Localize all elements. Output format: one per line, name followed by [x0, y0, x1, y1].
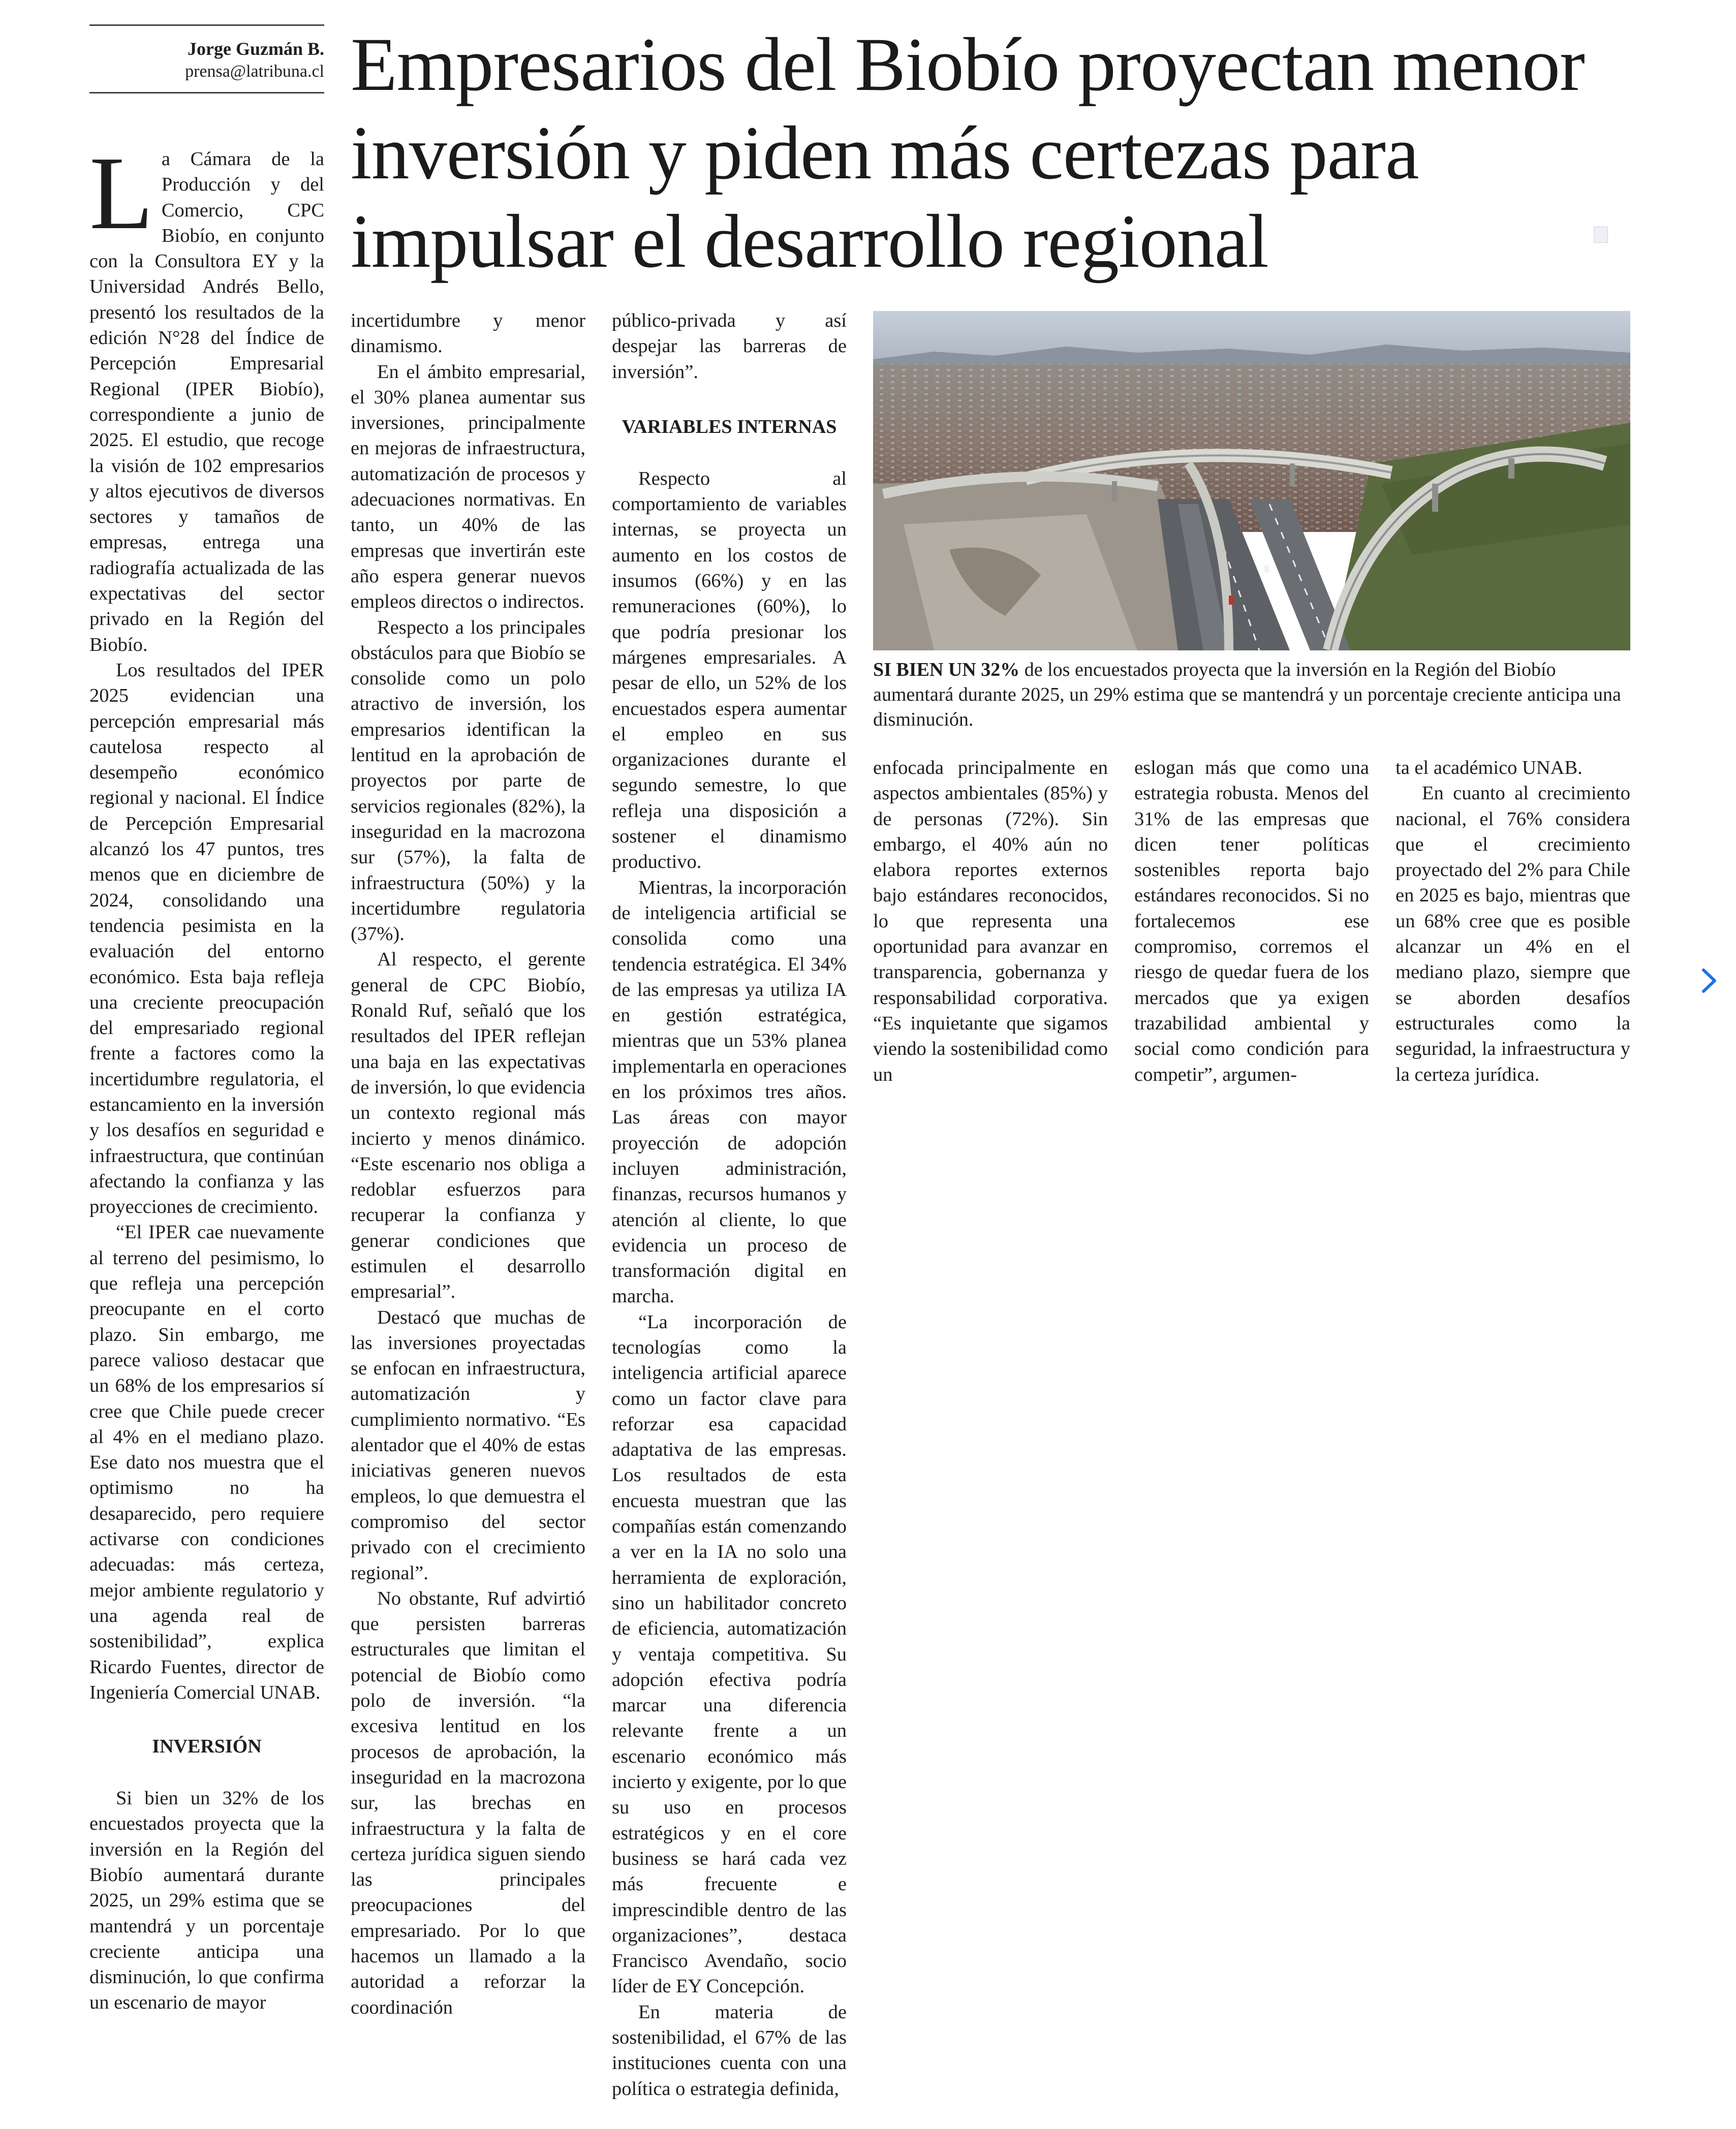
section-heading-variables: VARIABLES INTERNAS — [622, 416, 837, 437]
article-column-4 — [873, 755, 1108, 1087]
headline: Empresarios del Biobío proyectan menor inversión y piden más certezas para impulsar el desarrollo regional — [351, 22, 1585, 284]
article-paragraph: Respecto al comportamiento de variables internas, se proyecta un aumento en los costos de insumos (66%) y en las remuneraciones (60%), lo que podría presionar los márgenes empresariales. A pesar de ello, un 52% de los encuestados espera aumentar el empleo en sus organizaciones durante el segundo semestre, lo que refleja una disposición a sostener el dinamismo productivo. — [612, 467, 847, 873]
section-heading-inversion: INVERSIÓN — [152, 1736, 262, 1758]
caption-text: de los encuestados proyecta que la inversión en la Región del Biobío aumentará durante 2025, un 29% estima que se mantendrá y un porcentaje creciente anticipa una disminución. — [873, 659, 1621, 730]
article-paragraph: Si bien un 32% de los encuestados proyecta que la inversión en la Región del Biobío aumentará durante 2025, un 29% estima que se mantendrá y un porcentaje creciente anticipa una disminución, lo que confirma un escenario de mayor — [89, 1788, 324, 2014]
photo-caption — [873, 658, 1630, 732]
article-paragraph: Destacó que muchas de las inversiones proyectadas se enfocan en infraestructura, automatización y cumplimiento normativo. “Es alentador que el 40% de estas iniciativas generen nuevos empleos, lo que demuestra el compromiso del sector privado con el crecimiento regional”. — [351, 1306, 585, 1584]
article-paragraph: incertidumbre y menor dinamismo. — [351, 310, 585, 357]
article-paragraph: enfocada principalmente en aspectos ambientales (85%) y de personas (72%). Sin embargo, el 40% aún no elabora reportes externos bajo estándares reconocidos, lo que representa una oportunidad para avanzar en transparencia, gobernanza y responsabilidad corporativa. “Es inquietante que sigamos viendo la sostenibilidad como un — [873, 757, 1108, 1085]
article-paragraph: ta el académico UNAB. — [1396, 757, 1583, 778]
article-paragraph: En el ámbito empresarial, el 30% planea aumentar sus inversiones, principalmente en mejoras de infraestructura, automatización de procesos y adecuaciones normativas. En tanto, un 40% de las empresas que invertirán este año espera generar nuevos empleos directos o indirectos. — [351, 361, 585, 613]
byline — [89, 24, 324, 93]
article-paragraph: En materia de sostenibilidad, el 67% de las instituciones cuenta con una política o estrategia definida, — [612, 2001, 847, 2100]
article-paragraph: a Cámara de la Producción y del Comercio, CPC Biobío, en conjunto con la Consultora EY y la Universidad Andrés Bello, presentó los resultados de la edición N°28 del Índice de Percepción Empresarial Regional (IPER Biobío), correspondiente a junio de 2025. El estudio, que recoge la visión de 102 empresarios y altos ejecutivos de diversos sectores y tamaños de empresas, entrega una radiografía actualizada de las expectativas del sector privado en la Región del Biobío. — [89, 148, 324, 655]
article-paragraph: Los resultados del IPER 2025 evidencian una percepción empresarial más cautelosa respecto al desempeño económico regional y nacional. El Índice de Percepción Empresarial alcanzó los 47 puntos, tres menos que en diciembre de 2024, consolidando una tendencia pesimista en la evaluación del entorno económico. Esta baja refleja una creciente preocupación del empresariado regional frente a factores como la incertidumbre regulatoria, el estancamiento en la inversión y los desafíos en seguridad e infraestructura, que continúan afectando la confianza y las proyecciones de crecimiento. — [89, 659, 324, 1218]
article-paragraph: Respecto a los principales obstáculos para que Biobío se consolide como un polo atractivo de inversión, los empresarios identifican la lentitud en la aprobación de proyectos por parte de servicios regionales (82%), la inseguridad en la macrozona sur (57%), la falta de infraestructura (50%) y la incertidumbre regulatoria (37%). — [351, 616, 585, 945]
article-paragraph: “La incorporación de tecnologías como la inteligencia artificial aparece como un factor clave para reforzar esa capacidad adaptativa de las empresas. Los resultados de esta encuesta muestran que las compañías están comenzando a ver en la IA no solo una herramienta de exploración, sino un habilitador concreto de eficiencia, automatización y ventaja competitiva. Su adopción efectiva podría marcar una diferencia relevante frente a un escenario económico más incierto y exigente, por lo que su uso en procesos estratégicos y en el core business se hará cada vez más frecuente e imprescindible dentro de las organizaciones”, destaca Francisco Avendaño, socio líder de EY Concepción. — [612, 1311, 847, 1997]
article-paragraph: En cuanto al crecimiento nacional, el 76% considera que el crecimiento proyectado del 2% para Chile en 2025 es bajo, mientras que un 68% cree que es posible alcanzar un 4% en el mediano plazo, siempre que se aborden desafíos estructurales como la seguridad, la infraestructura y la certeza jurídica. — [1396, 782, 1630, 1085]
article-paragraph: Mientras, la incorporación de inteligencia artificial se consolida como una tendencia estratégica. El 34% de las empresas ya utiliza IA en gestión estratégica, mientras que un 53% planea implementarla en operaciones en los próximos tres años. Las áreas con mayor proyección de adopción incluyen administración, finanzas, recursos humanos y atención al cliente, lo que evidencia un proceso de transformación digital en marcha. — [612, 876, 847, 1307]
article-paragraph: No obstante, Ruf advirtió que persisten barreras estructurales que limitan el potencial de Biobío como polo de inversión. “la excesiva lentitud en los procesos de aprobación, la inseguridad en la macrozona sur, las brechas en infraestructura y la falta de certeza jurídica siguen siendo las principales preocupaciones del empresariado. Por lo que hacemos un llamado a la autoridad a reforzar la coordinación — [351, 1587, 585, 2018]
article-column-6 — [1396, 755, 1630, 1087]
chevron-right-icon[interactable] — [1697, 963, 1721, 998]
article-paragraph: eslogan más que como una estrategia robusta. Menos del 31% de las empresas que dicen tener políticas sostenibles reporta bajo estándares reconocidos. Si no fortalecemos ese compromiso, corremos el riesgo de quedar fuera de los mercados que ya exigen trazabilidad ambiental y social como condición para competir”, argumen- — [1134, 757, 1369, 1085]
article-column-5 — [1134, 755, 1369, 1087]
caption-lead: SI BIEN UN 32% — [873, 659, 1020, 680]
drop-cap: L — [89, 135, 153, 251]
article-column-2 — [351, 308, 585, 2020]
author-email: prensa@latribuna.cl — [185, 62, 324, 81]
article-paragraph: “El IPER cae nuevamente al terreno del pesimismo, lo que refleja una percepción preocupante en el corto plazo. Sin embargo, me parece valioso destacar que un 68% de los empresarios sí cree que Chile puede crecer al 4% en el mediano plazo. Ese dato nos muestra que el optimismo no ha desaparecido, pero requiere activarse con condiciones adecuadas: más certeza, mejor ambiente regulatorio y una agenda real de sostenibilidad”, explica Ricardo Fuentes, director de Ingeniería Comercial UNAB. — [89, 1222, 324, 1703]
article-column-3 — [612, 308, 847, 2102]
headline-badge — [1594, 227, 1608, 243]
author-name: Jorge Guzmán B. — [188, 39, 324, 59]
aerial-highway-interchange-photo — [873, 311, 1630, 650]
article-paragraph: Al respecto, el gerente general de CPC Biobío, Ronald Ruf, señaló que los resultados del IPER reflejan una baja en las expectativas de inversión, lo que evidencia un contexto regional más incierto y menos dinámico. “Este escenario nos obliga a redoblar esfuerzos para recuperar la confianza y generar condiciones que estimulen el desarrollo empresarial”. — [351, 949, 585, 1303]
article-paragraph: público-privada y así despejar las barreras de inversión”. — [612, 310, 847, 383]
article-column-1 — [89, 135, 324, 2016]
